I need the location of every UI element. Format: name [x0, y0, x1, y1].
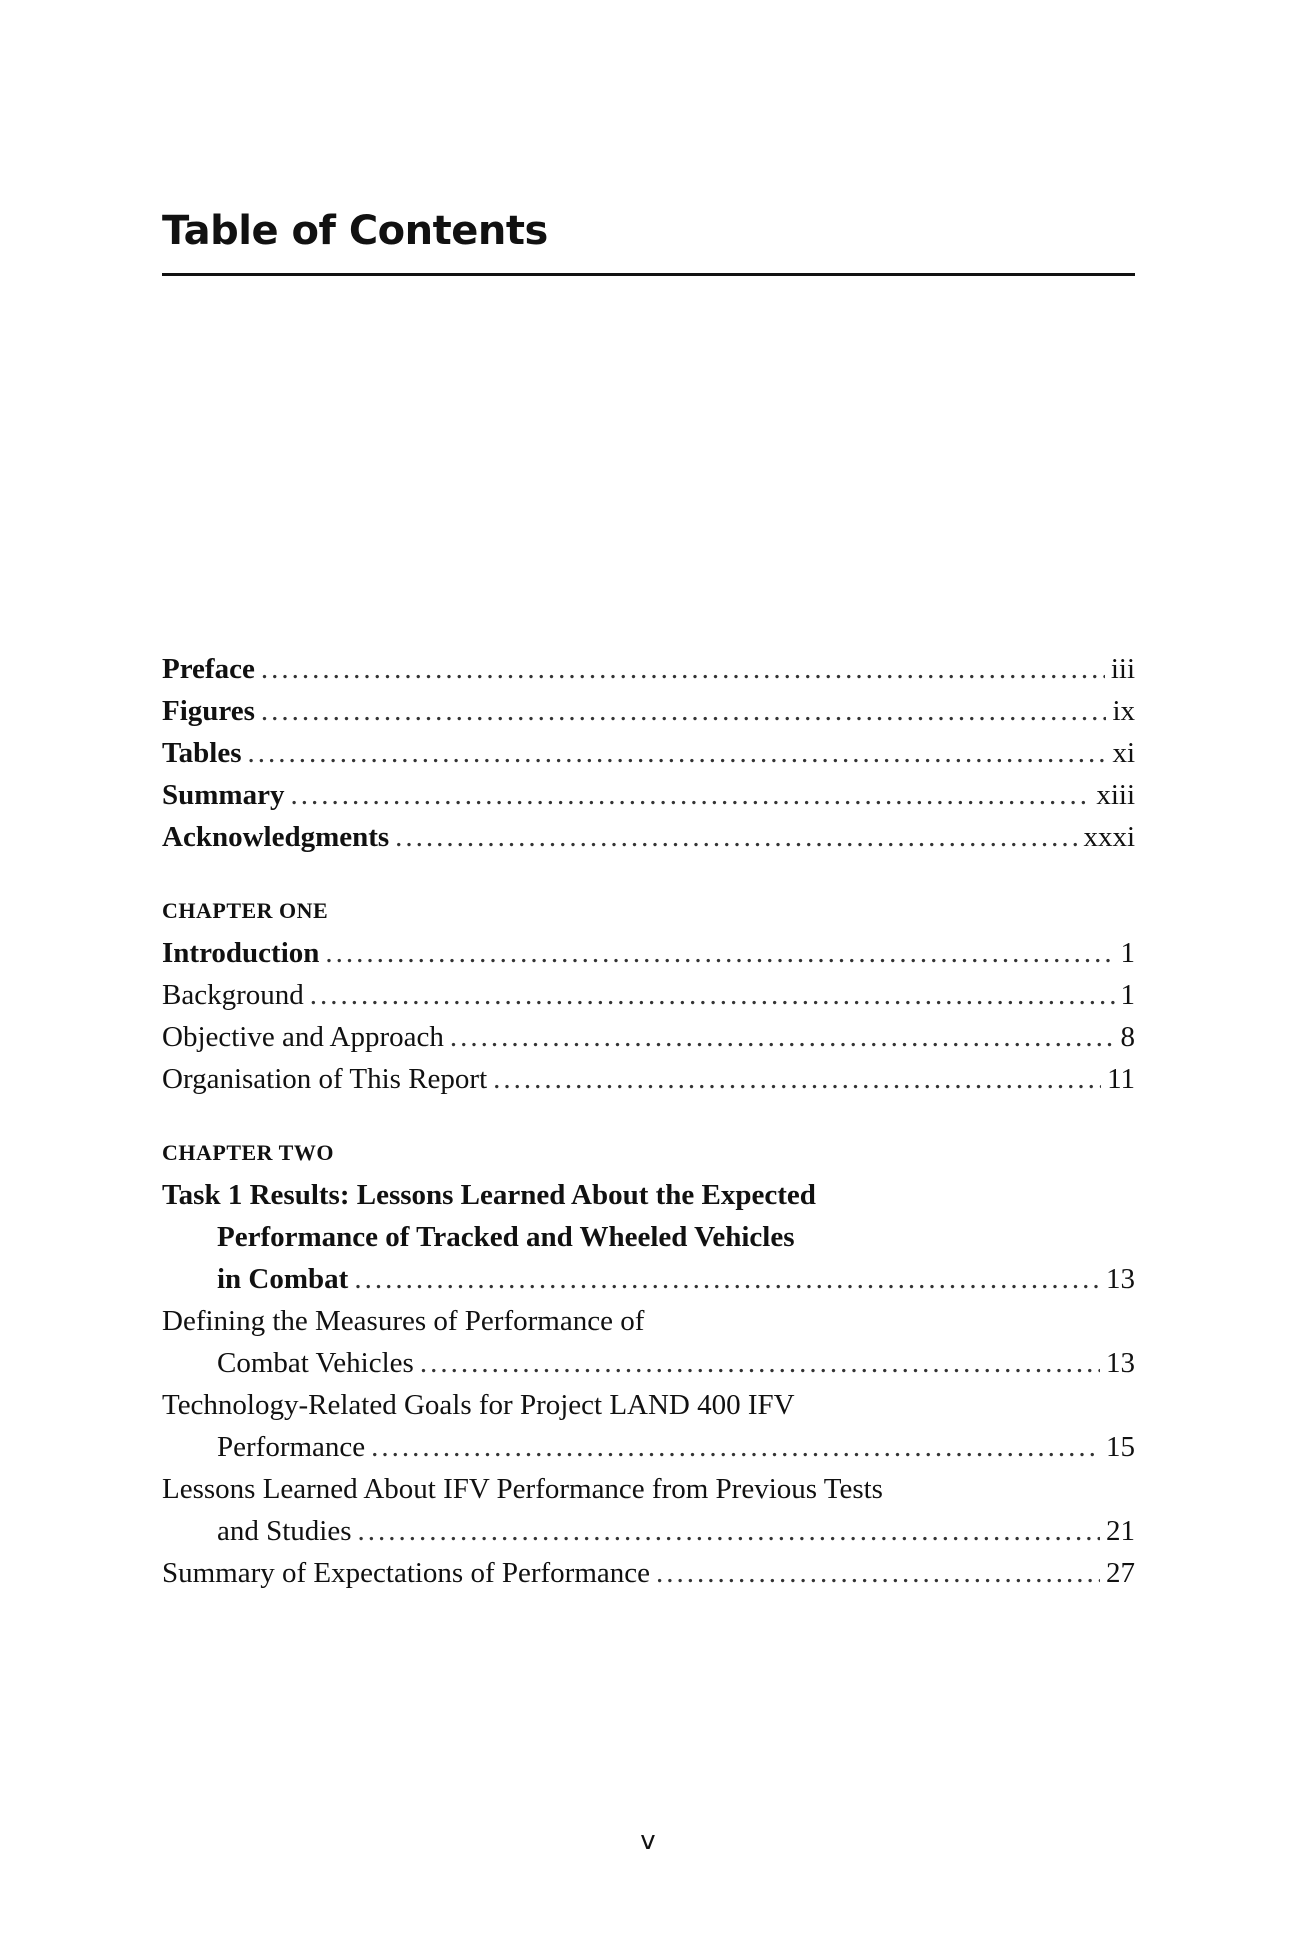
toc-page-number: 13: [1106, 1347, 1135, 1379]
page-folio: v: [640, 1826, 656, 1856]
toc-entry-label: Defining the Measures of Performance of: [162, 1305, 645, 1337]
toc-page-number: 21: [1106, 1515, 1135, 1547]
toc-entry-figures[interactable]: [162, 690, 1135, 732]
toc-section-entry[interactable]: [162, 974, 1135, 1016]
toc-entry-label: Organisation of This Report: [162, 1063, 488, 1095]
toc-section-entry[interactable]: [162, 1384, 1135, 1468]
title-rule: [162, 273, 1135, 276]
section-gap: [162, 1100, 1135, 1132]
toc-page-number: 11: [1107, 1063, 1135, 1095]
toc-entry-tables[interactable]: [162, 732, 1135, 774]
dot-leader: [290, 774, 1090, 816]
page-title: Table of Contents: [162, 208, 548, 254]
toc-section-entry[interactable]: [162, 1016, 1135, 1058]
chapter-label: CHAPTER TWO: [162, 1140, 334, 1165]
toc-entry-label-continued: Performance of Tracked and Wheeled Vehicles: [217, 1221, 795, 1253]
toc-entry-acknowledgments[interactable]: [162, 816, 1135, 858]
toc-page-number: 27: [1106, 1557, 1135, 1589]
toc-chapter-heading[interactable]: [162, 932, 1135, 974]
toc-body: [162, 648, 1135, 1594]
toc-section-entry[interactable]: [162, 1058, 1135, 1100]
toc-page-number: iii: [1110, 653, 1135, 685]
dot-leader: [358, 1510, 1100, 1552]
toc-page-number: xiii: [1096, 779, 1135, 811]
dot-leader: [371, 1426, 1100, 1468]
toc-page-number: 1: [1120, 937, 1135, 969]
toc-entry-label: Summary of Expectations of Performance: [162, 1557, 651, 1589]
dot-leader: [656, 1552, 1100, 1594]
toc-entry-label: Tables: [162, 737, 242, 769]
toc-page-number: 15: [1106, 1431, 1135, 1463]
toc-section-entry[interactable]: [162, 1468, 1135, 1552]
toc-page-number: xi: [1112, 737, 1135, 769]
toc-page-number: 8: [1120, 1021, 1135, 1053]
dot-leader: [420, 1342, 1100, 1384]
toc-entry-label-continued: in Combat: [217, 1263, 349, 1295]
toc-entry-label-continued: Performance: [217, 1431, 366, 1463]
toc-entry-label: Preface: [162, 653, 255, 685]
toc-chapter-heading[interactable]: [162, 1174, 1135, 1300]
dot-leader: [395, 816, 1077, 858]
toc-entry-label: Background: [162, 979, 304, 1011]
dot-leader: [450, 1016, 1115, 1058]
toc-section-entry[interactable]: [162, 1552, 1135, 1594]
toc-entry-label: Technology-Related Goals for Project LAND 400 IFV: [162, 1389, 795, 1421]
toc-entry-label: Introduction: [162, 937, 320, 969]
toc-entry-label: Lessons Learned About IFV Performance from Previous Tests: [162, 1473, 883, 1505]
toc-page-number: 13: [1106, 1263, 1135, 1295]
toc-page-number: xxxi: [1083, 821, 1135, 853]
dot-leader: [325, 932, 1114, 974]
toc-entry-label-continued: Combat Vehicles: [217, 1347, 414, 1379]
toc-entry-label: Acknowledgments: [162, 821, 390, 853]
toc-section-entry[interactable]: [162, 1300, 1135, 1384]
chapter-label: CHAPTER ONE: [162, 898, 329, 923]
dot-leader: [310, 974, 1115, 1016]
toc-entry-preface[interactable]: [162, 648, 1135, 690]
toc-entry-label: Task 1 Results: Lessons Learned About the Expected: [162, 1179, 816, 1211]
dot-leader: [261, 690, 1107, 732]
dot-leader: [261, 648, 1105, 690]
dot-leader: [354, 1258, 1100, 1300]
toc-entry-label-continued: and Studies: [217, 1515, 352, 1547]
section-gap: [162, 858, 1135, 890]
toc-page-number: ix: [1112, 695, 1135, 727]
dot-leader: [493, 1058, 1101, 1100]
toc-entry-summary[interactable]: [162, 774, 1135, 816]
toc-entry-label: Summary: [162, 779, 285, 811]
toc-page-number: 1: [1120, 979, 1135, 1011]
dot-leader: [248, 732, 1107, 774]
toc-entry-label: Figures: [162, 695, 255, 727]
toc-entry-label: Objective and Approach: [162, 1021, 444, 1053]
